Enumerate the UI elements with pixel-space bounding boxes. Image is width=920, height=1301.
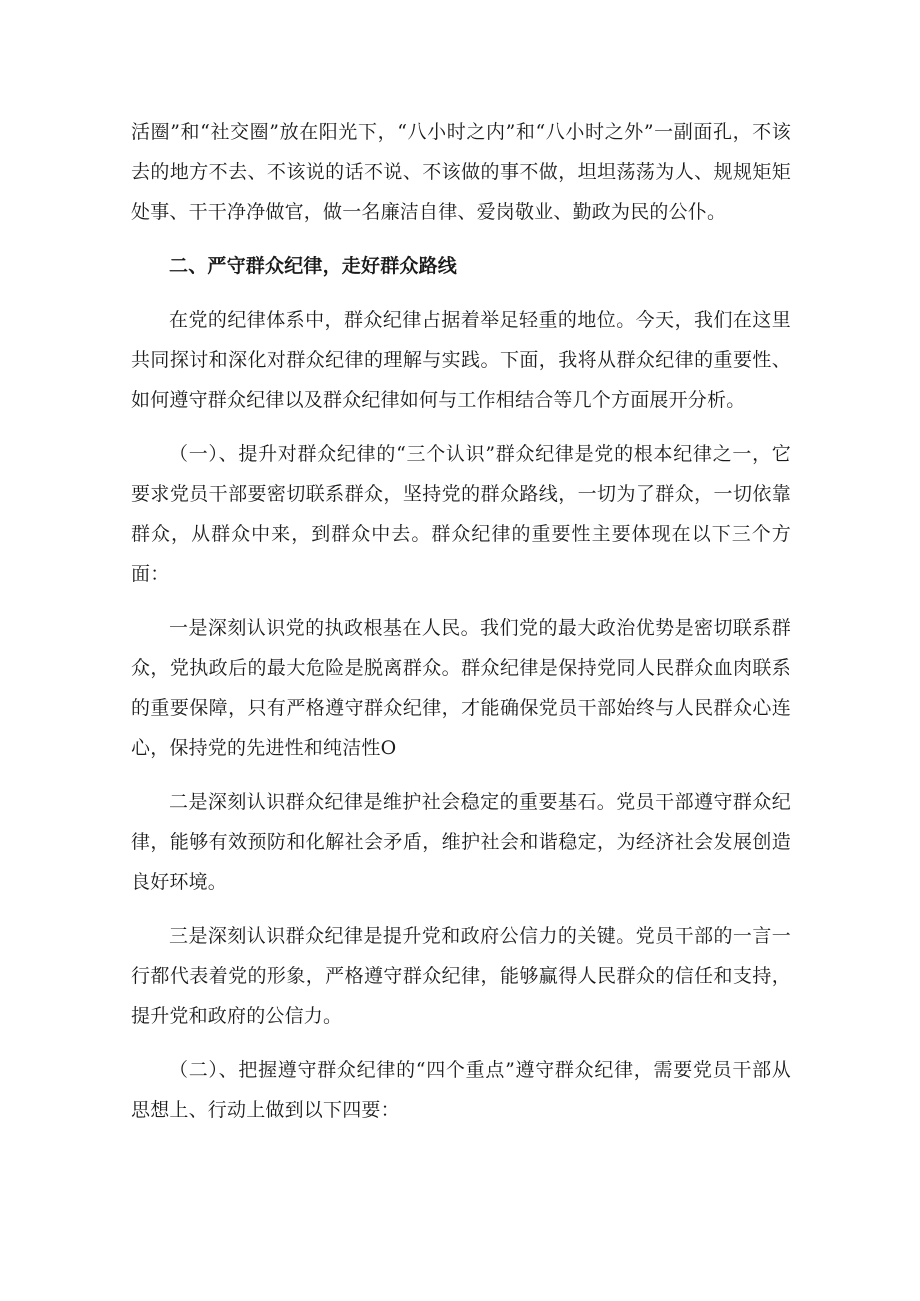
paragraph-subsection-two: （二）、把握遵守群众纪律的“四个重点”遵守群众纪律，需要党员干部从思想上、行动上做到以下四要： — [131, 1059, 791, 1121]
section-heading: 二、严守群众纪律，走好群众路线 — [169, 255, 458, 277]
paragraph-point-two: 二是深刻认识群众纪律是维护社会稳定的重要基石。党员干部遵守群众纪律，能够有效预防和化解社会矛盾，维护社会和谐稳定，为经济社会发展创造良好环境。 — [131, 791, 791, 893]
paragraph-intro: 在党的纪律体系中，群众纪律占据着举足轻重的地位。今天，我们在这里共同探讨和深化对群众纪律的理解与实践。下面，我将从群众纪律的重要性、如何遵守群众纪律以及群众纪律如何与工作相结合等几个方面展开分析。 — [131, 309, 791, 411]
paragraph-point-three: 三是深刻认识群众纪律是提升党和政府公信力的关键。党员干部的一言一行都代表着党的形象，严格遵守群众纪律，能够赢得人民群众的信任和支持，提升党和政府的公信力。 — [131, 925, 791, 1027]
paragraph-point-one: 一是深刻认识党的执政根基在人民。我们党的最大政治优势是密切联系群众，党执政后的最大危险是脱离群众。群众纪律是保持党同人民群众血肉联系的重要保障，只有严格遵守群众纪律，才能确保党员干部始终与人民群众心连心，保持党的先进性和纯洁性O — [131, 617, 791, 759]
paragraph-continuation: 活圈”和“社交圈”放在阳光下，“八小时之内”和“八小时之外”一副面孔，不该去的地方不去、不该说的话不说、不该做的事不做，坦坦荡荡为人、规规矩矩处事、干干净净做官，做一名廉洁自律、爱岗敬业、勤政为民的公仆。 — [131, 121, 791, 223]
document-body — [131, 112, 791, 1130]
paragraph-subsection-one: （一）、提升对群众纪律的“三个认识”群众纪律是党的根本纪律之一，它要求党员干部要密切联系群众，坚持党的群众路线，一切为了群众，一切依靠群众，从群众中来，到群众中去。群众纪律的重要性主要体现在以下三个方面： — [131, 443, 791, 585]
